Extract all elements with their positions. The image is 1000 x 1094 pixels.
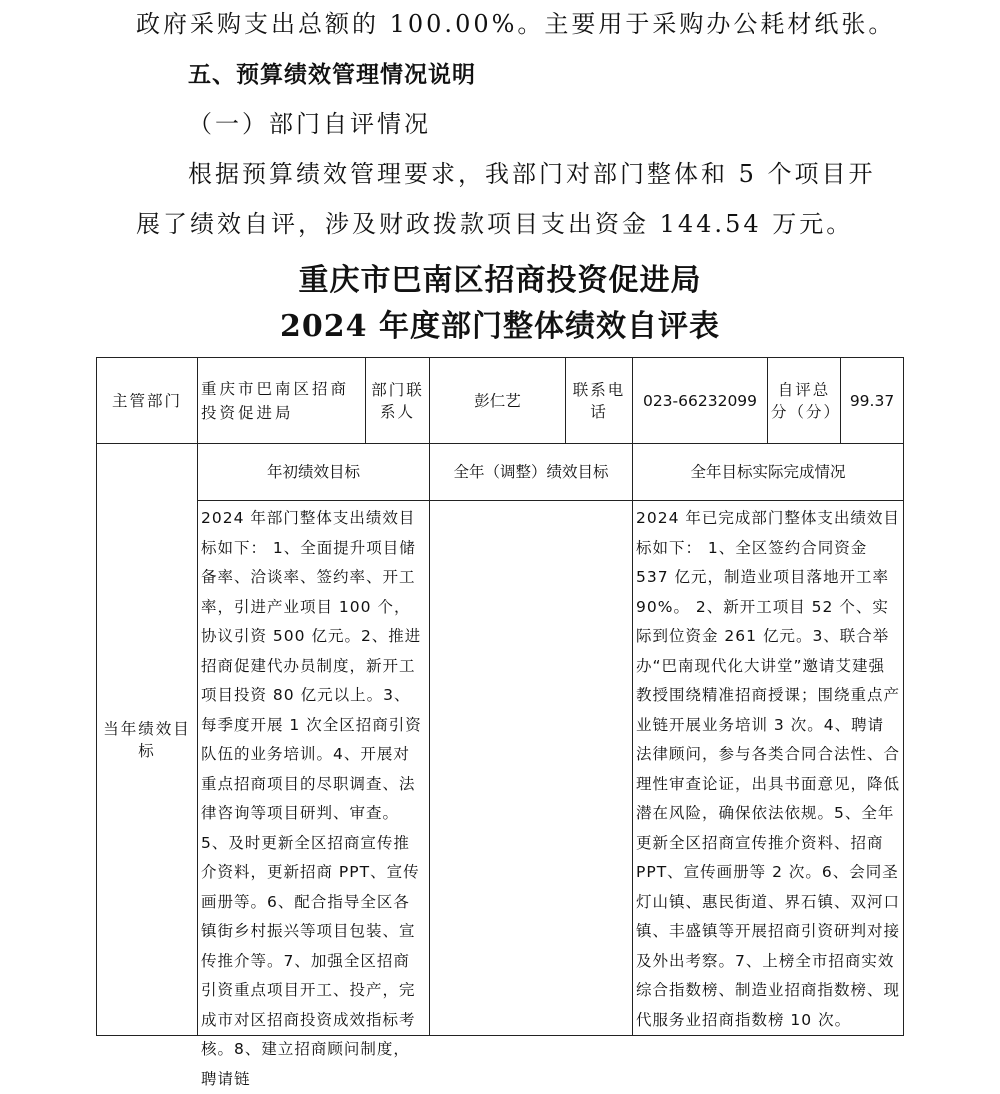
intro-paragraph-line1: 根据预算绩效管理要求，我部门对部门整体和 5 个项目开 (188, 160, 876, 188)
initial-targets-text: 2024 年部门整体支出绩效目标如下： 1、全面提升项目储备率、洽谈率、签约率、开工率，引进产业项目 100 个，协议引资 500 亿元。2、推进招商促建代办员制度，新开工项目投资 80 亿元以上。3、每季度开展 1 次全区招商引资队伍的业务培训。4、开展对重点招商项目的尽职调查、法律咨询等项目研判、审查。5、及时更新全区招商宣传推介资料，更新招商 PPT、宣传画册等。6、配合指导全区各镇街乡村振兴等项目包装、宣传推介等。7、加强全区招商引资重点项目开工、投产，完成市对区招商投资成效指标考核。8、建立招商顾问制度，聘请链 (201, 509, 422, 1088)
section-heading-performance: 五、预算绩效管理情况说明 (188, 62, 476, 88)
table-title-year: 2024 年度部门整体绩效自评表 (280, 309, 720, 344)
contact-value: 彭仁艺 (430, 358, 566, 444)
contact-label: 部门联系人 (366, 358, 430, 444)
actual-completion-cell (633, 501, 904, 1036)
dept-label: 主管部门 (97, 358, 198, 444)
intro-paragraph-line2: 展了绩效自评，涉及财政拨款项目支出资金 144.54 万元。 (136, 210, 854, 238)
intro-line-procurement: 政府采购支出总额的 100.00%。主要用于采购办公耗材纸张。 (136, 10, 896, 38)
performance-eval-table (96, 357, 904, 1088)
adjusted-targets-text (433, 504, 629, 1032)
table-row-column-headers (97, 444, 904, 501)
phone-value: 023-66232099 (633, 358, 768, 444)
table-title-org: 重庆市巴南区招商投资促进局 (298, 263, 702, 298)
dept-value: 重庆市巴南区招商投资促进局 (198, 358, 366, 444)
table-row-header-info (97, 358, 904, 444)
subsection-heading-self-eval: （一）部门自评情况 (188, 110, 431, 138)
actual-completion-text: 2024 年已完成部门整体支出绩效目标如下： 1、全区签约合同资金 537 亿元，制造业项目落地开工率 90%。 2、新开工项目 52 个、实际到位资金 261 亿元。3、联合举办“巴南现代化大讲堂”邀请艾建强教授围绕精准招商授课；围绕重点产业链开展业务培训 3 次。4、聘请法律顾问，参与各类合同合法性、合理性审查论证，出具书面意见，降低潜在风险，确保依法依规。5、全年更新全区招商宣传推介资料、招商 PPT、宣传画册等 2 次。6、会同圣灯山镇、惠民街道、界石镇、双河口镇、丰盛镇等开展招商引资研判对接及外出考察。7、上榜全市招商实效综合指数榜、制造业招商指数榜、现代服务业招商指数榜 10 次。 (636, 509, 901, 1029)
score-label: 自评总分（分） (768, 358, 841, 444)
col-header-adjusted-targets: 全年（调整）绩效目标 (430, 444, 633, 501)
phone-label: 联系电话 (566, 358, 633, 444)
initial-targets-cell (198, 501, 430, 1088)
table-row-targets-content (97, 501, 904, 1036)
col-header-initial-targets: 年初绩效目标 (198, 444, 430, 501)
row-label-annual-targets: 当年绩效目标 (97, 444, 198, 1036)
col-header-actual-completion: 全年目标实际完成情况 (633, 444, 904, 501)
adjusted-targets-cell (430, 501, 633, 1036)
score-value: 99.37 (841, 358, 904, 444)
